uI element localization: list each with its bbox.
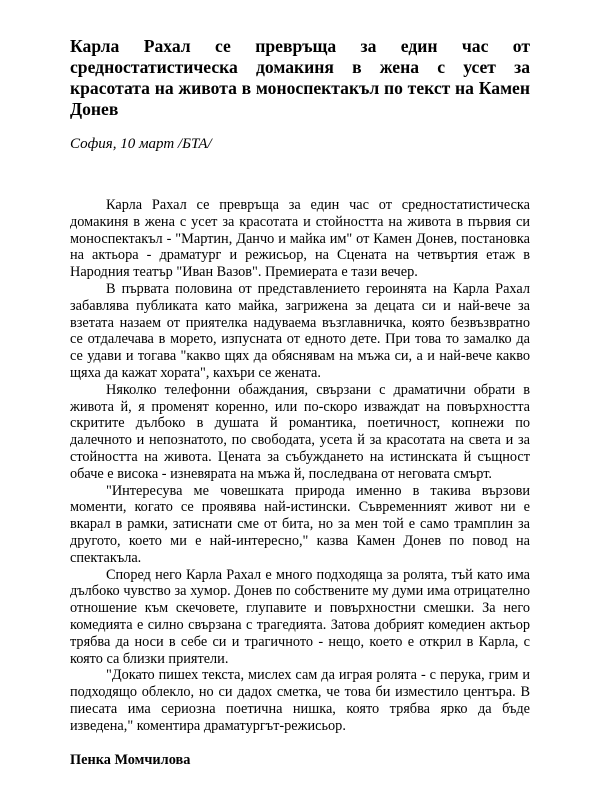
body-paragraph-3: Няколко телефонни обаждания, свързани с драматични обрати в живота й, я променят коренно, или по-скоро изваждат на повърхността скритите дълбоко в душата й романтика, поетичност, копнежи по далечното и непознатото, по свободата, усета й за красотата на света и за стойността на живота. Цената за събуждането на истинската й същност обаче е висока - изневярата на мъжа й, последвана от неговата смърт. [70, 381, 530, 482]
article-headline: Карла Рахал се превръща за един час от средностатистическа домакиня в жена с усет за красотата на живота в моноспектакъл по текст на Камен Донев [70, 36, 530, 119]
body-paragraph-1: Карла Рахал се превръща за един час от средностатистическа домакиня в жена с усет за красотата и стойността на живота в първия си моноспектакъл - "Мартин, Данчо и майка им" от Камен Донев, постановка на актьора - драматург и режисьор, на Сцената на четвъртия етаж в Народния театър "Иван Вазов". Премиерата е тази вечер. [70, 197, 530, 281]
body-paragraph-6: "Докато пишех текста, мислех сам да играя ролята - с перука, грим и подходящо облекло, но си дадох сметка, че това би изместило центъра. В пиесата има сериозна поетична нишка, която трябва ярко да бъде изведена," коментира драматургът-режисьор. [70, 667, 530, 734]
article-author: Пенка Момчилова [70, 751, 191, 768]
article-dateline: София, 10 март /БТА/ [70, 136, 212, 152]
article-body [70, 197, 530, 735]
body-paragraph-4: "Интересува ме човешката природа именно в такива вързови моменти, когато се проявява най-истински. Съвременният живот ни е вкарал в рамки, затиснати сме от бита, но за мен той е само трамплин за другото, което ми е най-интересно," казва Камен Донев по повод на спектакъла. [70, 482, 530, 566]
body-paragraph-5: Според него Карла Рахал е много подходяща за ролята, тъй като има дълбоко чувство за хумор. Донев по собствените му думи има отрицателно отношение към скечовете, глупавите и повърхностни смешки. За него комедията е силно свързана с трагедията. Затова добрият комедиен актьор трябва да носи в себе си и трагичното - нещо, което е открил в Карла, с която са близки приятели. [70, 566, 530, 667]
body-paragraph-2: В първата половина от представлението героинята на Карла Рахал забавлява публиката като майка, загрижена за децата си и най-вече за взетата назаем от приятелка надуваема възглавничка, която безвъзвратно се отдалечава в морето, изпусната от едното дете. При това то замалко да се удави и тогава "какво щях да обяснявам на мъжа си, а и най-вече какво щяха да кажат хората", кахъри се жената. [70, 280, 530, 381]
